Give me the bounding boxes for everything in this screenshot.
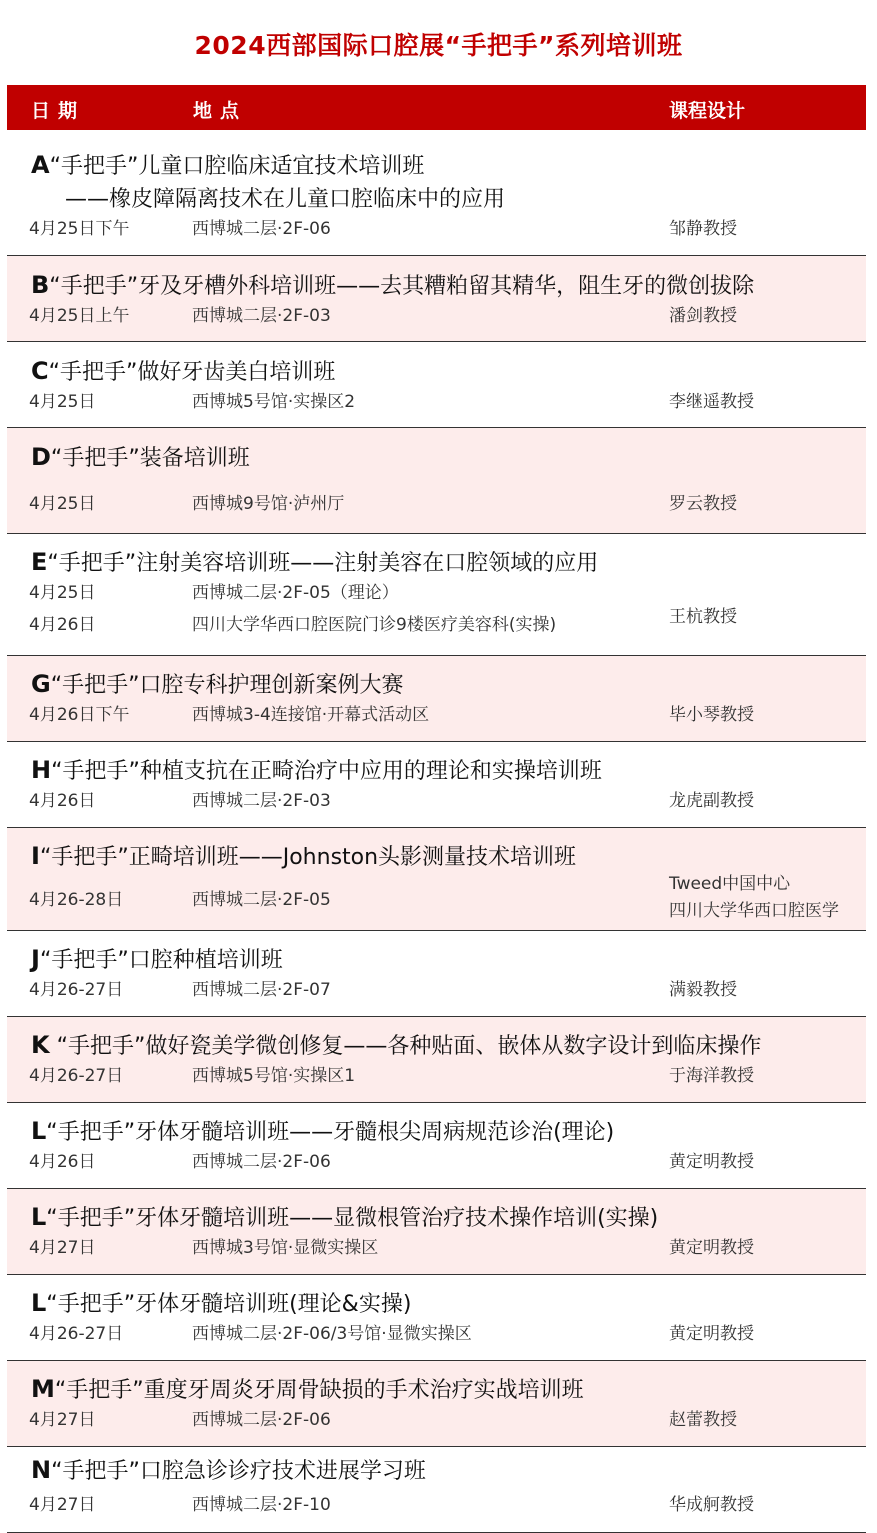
course-title [31,547,598,579]
course-title [31,442,250,474]
course-title [31,356,335,388]
course-title [31,944,283,976]
course-letter: H [31,756,52,784]
course-letter: K [31,1031,50,1059]
course-title-text: “手把手”正畸培训班——Johnston头影测量技术培训班 [39,845,577,870]
header-location: 地点 [193,100,248,122]
course-date: 4月27日 [29,1410,96,1430]
course-location: 西博城3号馆·显微实操区 [192,1238,379,1258]
course-letter: L [31,1289,47,1317]
course-instructor: 罗云教授 [669,494,737,514]
course-letter: L [31,1203,47,1231]
course-instructor: 潘剑教授 [669,306,737,326]
course-title [31,1202,658,1234]
course-letter: M [31,1375,55,1403]
course-title-text: “手把手”口腔急诊诊疗技术进展学习班 [51,1459,426,1484]
course-title-text: “手把手”做好牙齿美白培训班 [48,360,336,385]
table-row [7,931,866,1017]
course-title [31,1030,761,1062]
course-title-text: “手把手”口腔种植培训班 [39,948,283,973]
table-row [7,1103,866,1189]
table-row [7,342,866,428]
course-date: 4月26日下午 [29,705,130,725]
table-row [7,1361,866,1447]
table-row [7,1275,866,1361]
course-date: 4月26日 [29,791,96,811]
course-date: 4月27日 [29,1495,96,1515]
course-location: 西博城3-4连接馆·开幕式活动区 [192,705,430,725]
table-row [7,1447,866,1533]
course-title [31,150,424,182]
course-table [7,133,866,1533]
course-letter: L [31,1117,47,1145]
course-instructor: 王杭教授 [669,607,737,627]
course-location: 西博城二层·2F-03 [192,791,331,811]
course-title-text: “手把手”儿童口腔临床适宜技术培训班 [49,154,425,179]
course-location: 西博城二层·2F-06 [192,1410,331,1430]
course-instructor: 满毅教授 [669,980,737,1000]
course-title-text: “手把手”牙体牙髓培训班(理论&实操) [46,1292,412,1317]
table-row [7,534,866,656]
course-title-text: “手把手”牙及牙槽外科培训班——去其糟粕留其精华，阻生牙的微创拔除 [49,274,755,299]
course-instructor: 毕小琴教授 [669,705,754,725]
course-instructor: 邹静教授 [669,219,737,239]
course-date: 4月27日 [29,1238,96,1258]
course-location: 西博城5号馆·实操区1 [192,1066,356,1086]
table-row [7,256,866,342]
course-location: 西博城5号馆·实操区2 [192,392,356,412]
table-row [7,133,866,256]
course-title [31,1455,426,1487]
course-title-text: “手把手”做好瓷美学微创修复——各种贴面、嵌体从数字设计到临床操作 [49,1034,762,1059]
course-title [31,1288,411,1320]
course-instructor: 龙虎副教授 [669,791,754,811]
course-title-text: “手把手”口腔专科护理创新案例大赛 [50,673,404,698]
page-title: 2024西部国际口腔展“手把手”系列培训班 [194,31,683,60]
table-row [7,656,866,742]
course-location: 西博城二层·2F-05 [192,890,331,910]
course-instructor: 李继遥教授 [669,392,754,412]
course-title [31,1116,614,1148]
course-date: 4月25日 [29,583,96,603]
course-title-text: “手把手”重度牙周炎牙周骨缺损的手术治疗实战培训班 [54,1378,584,1403]
course-date: 4月26-28日 [29,890,124,910]
course-instructor: 华成舸教授 [669,1495,754,1515]
course-title [31,841,576,873]
course-date: 4月25日上午 [29,306,130,326]
course-title-text: “手把手”注射美容培训班——注射美容在口腔领域的应用 [47,551,599,576]
course-location: 西博城二层·2F-03 [192,306,331,326]
course-date: 4月25日 [29,392,96,412]
course-location: 西博城二层·2F-05（理论） [192,583,399,603]
course-subtitle: ——橡皮障隔离技术在儿童口腔临床中的应用 [65,187,506,212]
course-letter: B [31,271,50,299]
table-row [7,1017,866,1103]
header-course: 课程设计 [669,100,746,122]
table-row [7,742,866,828]
course-title-text: “手把手”装备培训班 [50,446,250,471]
course-letter: D [31,443,51,471]
course-instructor: 黄定明教授 [669,1324,754,1344]
course-location: 西博城二层·2F-07 [192,980,331,1000]
course-title [31,270,754,302]
course-location-2: 四川大学华西口腔医院门诊9楼医疗美容科(实操) [192,615,557,635]
course-instructor: 黄定明教授 [669,1152,754,1172]
course-date-2: 4月26日 [29,615,96,635]
course-title-text: “手把手”牙体牙髓培训班——显微根管治疗技术操作培训(实操) [46,1206,659,1231]
course-date: 4月26日 [29,1152,96,1172]
course-letter: N [31,1456,52,1484]
course-date: 4月26-27日 [29,980,124,1000]
course-location: 西博城9号馆·泸州厅 [192,494,345,514]
header-date: 日期 [31,100,86,122]
course-location: 西博城二层·2F-06 [192,219,331,239]
course-location: 西博城二层·2F-06/3号馆·显微实操区 [192,1324,472,1344]
course-title [31,669,404,701]
course-title-text: “手把手”种植支抗在正畸治疗中应用的理论和实操培训班 [51,759,602,784]
course-instructor-2: 四川大学华西口腔医学 [669,901,839,921]
course-letter: A [31,151,50,179]
course-title [31,1374,584,1406]
table-row [7,1189,866,1275]
course-letter: J [31,945,40,973]
course-date: 4月26-27日 [29,1066,124,1086]
table-row [7,828,866,931]
course-letter: G [31,670,51,698]
course-instructor: 赵蕾教授 [669,1410,737,1430]
course-date: 4月26-27日 [29,1324,124,1344]
course-date: 4月25日 [29,494,96,514]
course-date: 4月25日下午 [29,219,130,239]
table-row [7,428,866,534]
course-title [31,755,602,787]
course-letter: I [31,842,40,870]
course-location: 西博城二层·2F-10 [192,1495,331,1515]
course-instructor: 于海洋教授 [669,1066,754,1086]
course-letter: E [31,548,48,576]
course-letter: C [31,357,49,385]
table-header [7,85,866,130]
course-instructor: 黄定明教授 [669,1238,754,1258]
course-instructor: Tweed中国中心 [669,874,791,894]
course-location: 西博城二层·2F-06 [192,1152,331,1172]
course-title-text: “手把手”牙体牙髓培训班——牙髓根尖周病规范诊治(理论) [46,1120,615,1145]
